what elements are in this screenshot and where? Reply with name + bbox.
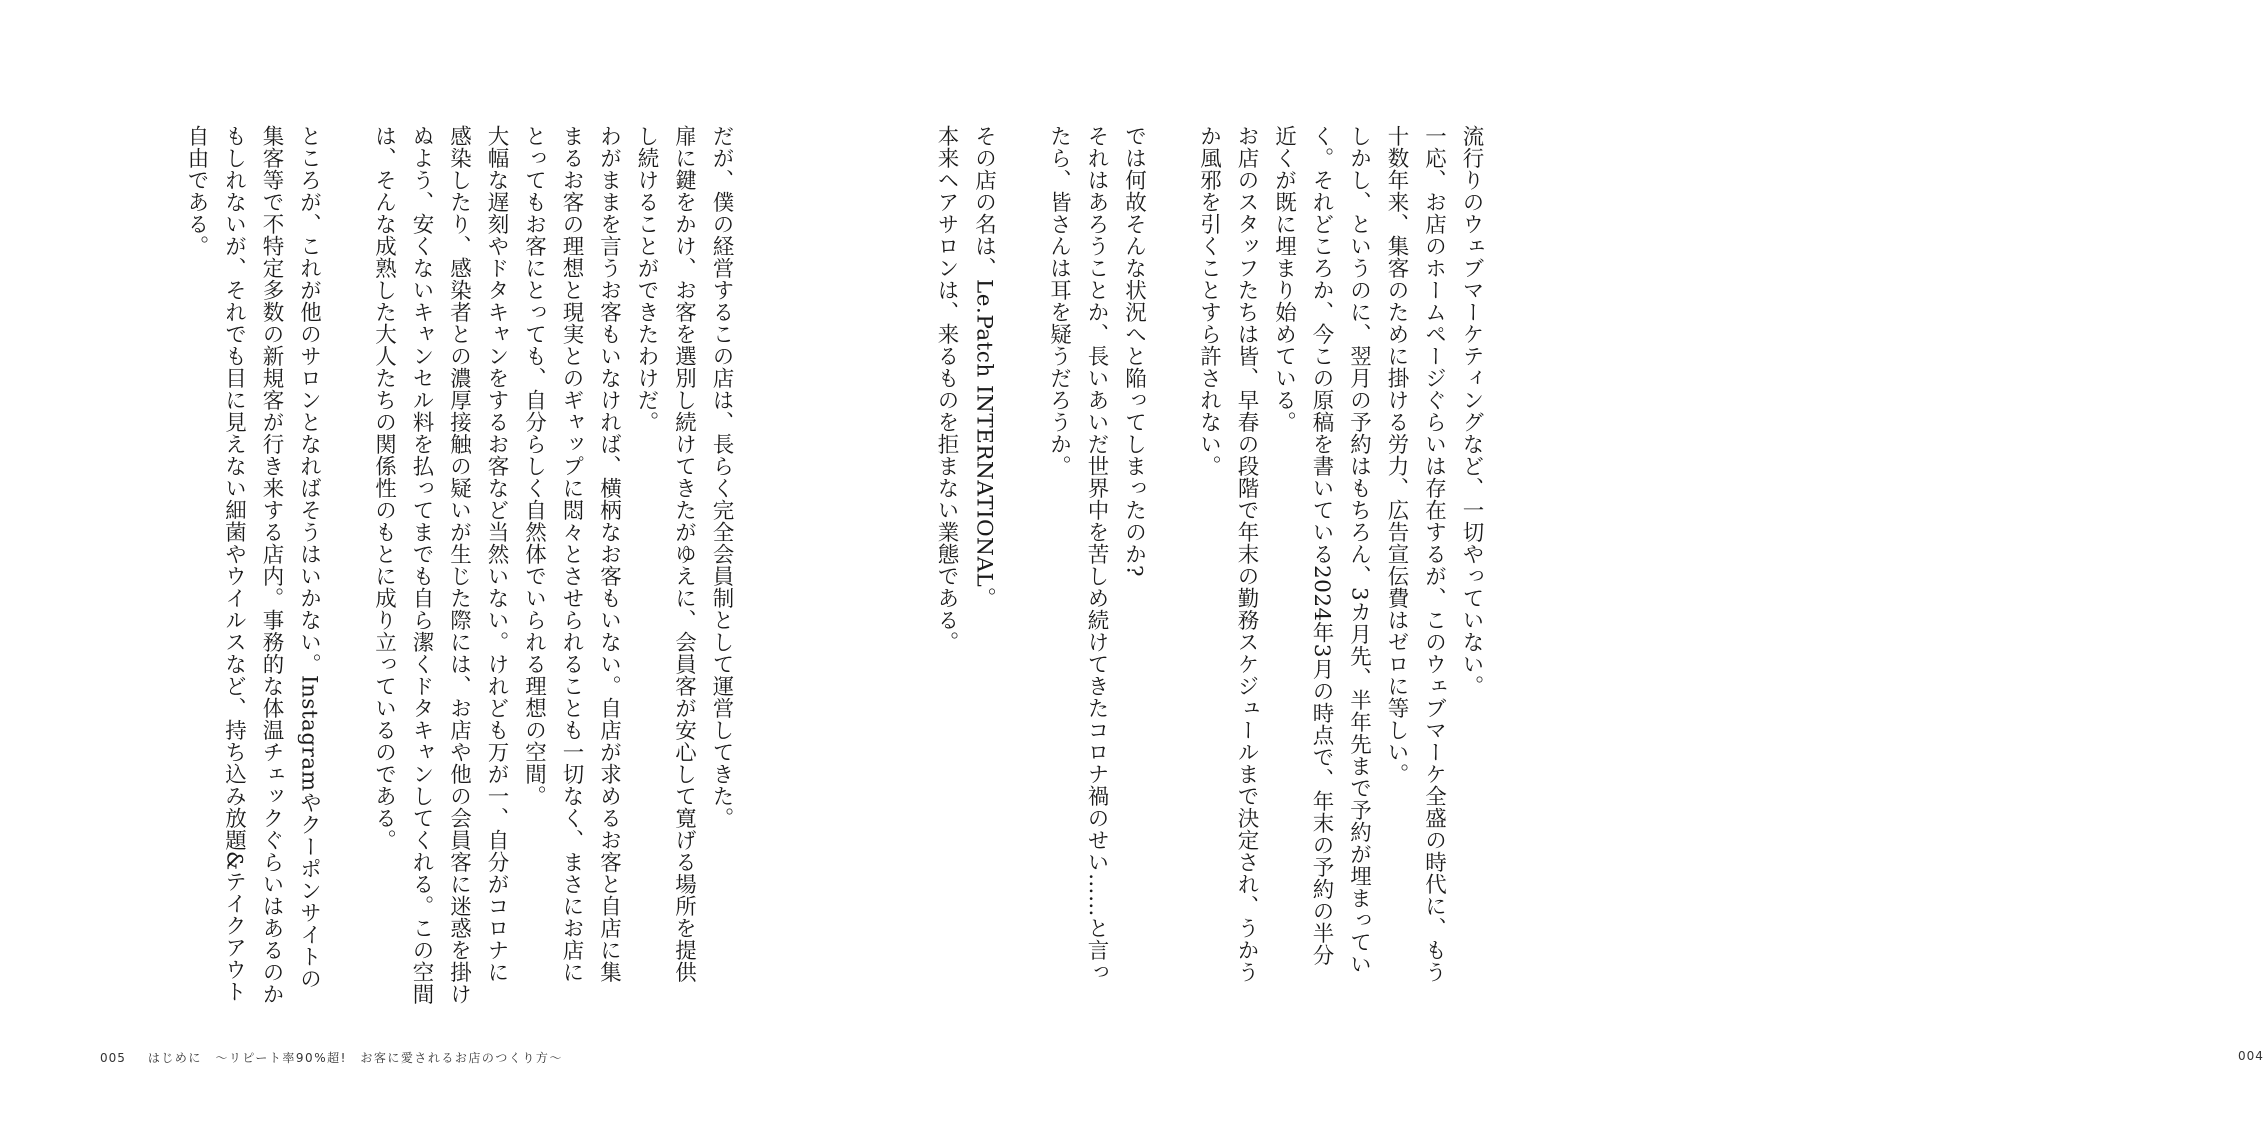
body-line: わがままを言うお客もいなければ、横柄なお客もいない。自店が求めるお客と自店に集: [596, 125, 622, 983]
body-line: 扉に鍵をかけ、お客を選別し続けてきたがゆえに、会員客が安心して寛げる場所を提供: [671, 125, 697, 983]
body-line: 十数年来、集客のために掛ける労力、広告宣伝費はゼロに等しい。: [1384, 125, 1409, 785]
right-page: [800, 0, 2264, 1145]
left-page: [0, 0, 800, 1145]
body-line: く。それどころか、今この原稿を書いている2024年3月の時点で、年末の予約の半分: [1309, 125, 1334, 966]
body-line: 一応、お店のホームページぐらいは存在するが、このウェブマーケ全盛の時代に、もう: [1421, 125, 1447, 983]
body-line: は、そんな成熟した大人たちの関係性のもとに成り立っているのである。: [371, 125, 397, 851]
body-line: その店の名は、Le.Patch INTERNATIONAL。: [971, 125, 997, 610]
blank-line: [1153, 125, 1191, 126]
body-line: 流行りのウェブマーケティングなど、一切やっていない。: [1459, 125, 1484, 697]
page-number: 005: [100, 1051, 126, 1065]
body-line: もしれないが、それでも目に見えない細菌やウイルスなど、持ち込み放題&テイクアウト: [221, 125, 247, 1003]
body-line: しかし、というのに、翌月の予約はもちろん、3カ月先、半年先まで予約が埋まってい: [1346, 125, 1372, 976]
body-line: お店のスタッフたちは皆、早春の段階で年末の勤務スケジュールまで決定され、うかう: [1234, 125, 1259, 983]
body-line: だが、僕の経営するこの店は、長らく完全会員制として運営してきた。: [709, 125, 734, 829]
body-line: まるお客の理想と現実とのギャップに悶々とさせられることも一切なく、まさにお店に: [559, 125, 584, 983]
body-line: ぬよう、安くないキャンセル料を払ってまでも自ら潔くドタキャンしてくれる。この空間: [409, 125, 434, 1005]
body-line: それはあろうことか、長いあいだ世界中を苦しめ続けてきたコロナ禍のせい……と言っ: [1084, 125, 1109, 983]
running-head: はじめに 〜リピート率90%超! お客に愛されるお店のつくり方〜: [147, 1051, 563, 1065]
body-line: 近くが既に埋まり始めている。: [1271, 125, 1297, 433]
blank-line: [1003, 125, 1041, 126]
body-line: 本来ヘアサロンは、来るものを拒まない業態である。: [934, 125, 959, 653]
right-page-body: [928, 125, 1491, 1015]
body-line: ところが、これが他のサロンとなればそうはいかない。Instagramやクーポンサイトの: [296, 125, 322, 990]
left-page-body: [178, 125, 741, 1015]
body-line: か風邪を引くことすら許されない。: [1196, 125, 1222, 477]
body-line: 集客等で不特定多数の新規客が行き来する店内。事務的な体温チェックぐらいはあるのか: [259, 125, 284, 1005]
blank-line: [328, 125, 366, 126]
body-line: では何故そんな状況へと陥ってしまったのか?: [1121, 125, 1147, 578]
right-page-footer: [2238, 1049, 2264, 1063]
body-line: し続けることができたわけだ。: [634, 125, 659, 433]
body-line: たら、皆さんは耳を疑うだろうか。: [1046, 125, 1072, 477]
page-number: 004: [2238, 1049, 2264, 1063]
body-line: 感染したり、感染者との濃厚接触の疑いが生じた際には、お店や他の会員客に迷惑を掛け: [446, 125, 472, 1005]
body-line: 大幅な遅刻やドタキャンをするお客など当然いない。けれども万が一、自分がコロナに: [484, 125, 509, 983]
body-line: とってもお客にとっても、自分らしく自然体でいられる理想の空間。: [521, 125, 547, 807]
left-page-footer: [100, 1049, 563, 1066]
body-line: 自由である。: [184, 125, 209, 257]
